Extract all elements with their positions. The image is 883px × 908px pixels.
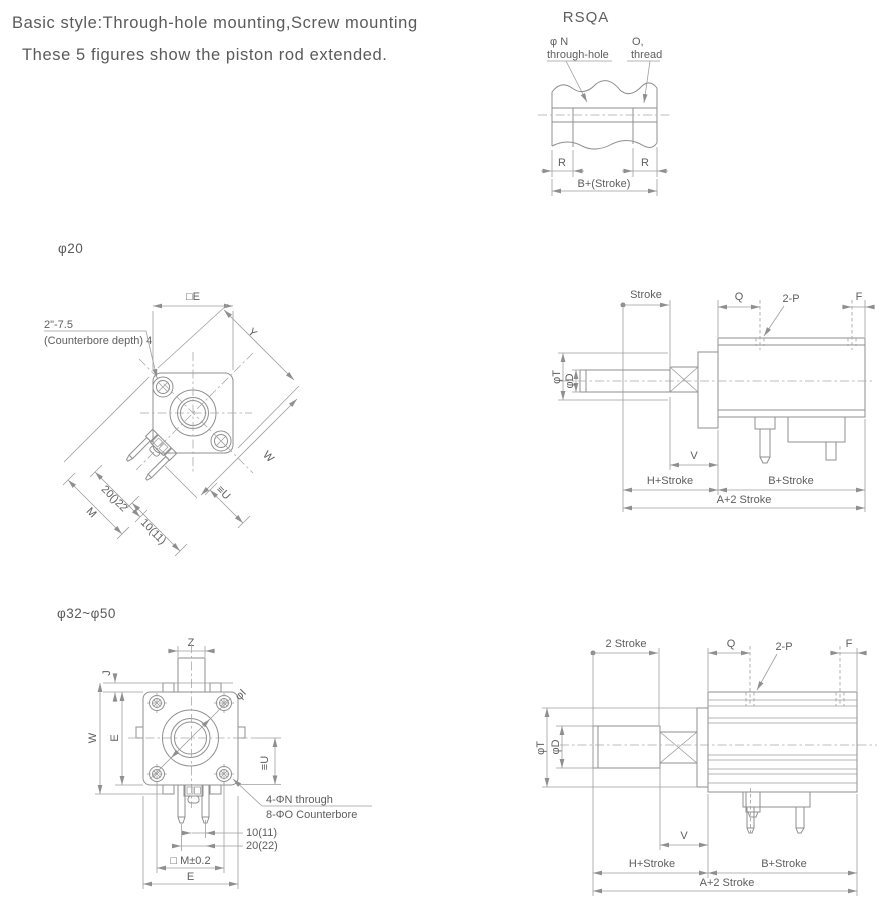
dimension-b-stroke [552,178,657,196]
dim-label-10-11: 10(11) [246,827,277,839]
dimension-10-11 [182,820,277,839]
dimension-r-right [622,147,668,177]
dim-label-u: ≡U [213,483,233,503]
header-line-1: Basic style:Through-hole mounting,Screw mounting [12,14,418,32]
bottom-ports [743,788,810,834]
section-label-phi20: φ20 [58,241,84,256]
bottom-ports [755,417,845,463]
dim-label-r-right: R [641,157,649,169]
through-hole-label: through-hole [547,49,609,61]
dim-label-w: W [260,448,277,465]
dim-label-b-stroke: B+(Stroke) [577,178,631,190]
thread-label: O, [632,36,644,48]
header-line-2: These 5 figures show the piston rod extended. [22,46,388,64]
dimension-u [240,738,281,785]
dim-label-u: ≡U [259,755,271,771]
dimension-q [708,638,750,706]
dim-label-phi-d: φD [550,739,562,755]
centerlines [136,352,253,474]
dim-label-20-22: 20(22) [246,840,278,852]
thread-label: thread [631,49,663,61]
dim-label-2p: 2-P [782,293,800,305]
dimension-h-stroke [623,308,718,495]
dim-label-f: F [845,638,853,650]
dim-label-b-stroke: B+Stroke [768,475,814,487]
counterbore-hole [214,693,234,713]
figure-title: RSQA [562,9,610,26]
dimension-stroke [621,289,671,366]
dim-label-phi-t: φT [551,370,563,384]
dimension-r-left [541,150,584,177]
figure-phi32-50-side-view [520,638,880,906]
note-n-through: 4-ΦN through [266,794,333,806]
through-hole-label: φ N [550,36,569,48]
dim-label-stroke: Stroke [630,289,662,301]
dim-label-a-stroke: A+2 Stroke [716,494,772,506]
dim-label-e-left: E [109,734,121,742]
dim-label-phi-t: φT [535,741,547,755]
dim-label-square-e: □E [186,291,200,303]
section-label-phi32-50: φ32~φ50 [57,606,116,621]
dim-label-e-bottom: E [186,871,195,883]
cylinder-body [560,338,875,428]
counterbore-note-line1: 2"-7.5 [44,319,73,331]
note-o-counterbore: 8-ΦO Counterbore [266,809,358,821]
dim-label-v: V [680,830,688,842]
dim-label-w: W [87,732,99,744]
dimension-y [158,304,299,448]
figure-rsqa-section [520,4,690,204]
cylinder-body [560,692,877,792]
dim-label-stroke: 2 Stroke [605,638,647,650]
dimension-m [63,377,149,539]
dimension-w [165,399,297,498]
dimension-j [101,670,233,702]
port-callout-2p [757,641,793,690]
dim-label-a-stroke: A+2 Stroke [699,877,755,889]
counterbore-note [44,319,157,378]
counterbore-hole [147,693,167,713]
dimension-a-stroke [593,877,857,896]
dim-label-r-left: R [558,157,566,169]
dim-label-y: Y [245,326,259,340]
figure-phi20-side-view [550,285,880,517]
dimension-10-11 [127,496,187,556]
dimension-v [670,397,718,470]
dimension-q [718,291,760,350]
dim-label-q: Q [734,291,744,303]
counterbore-hole [214,764,234,784]
counterbore-hole [147,764,167,784]
dim-label-j: J [101,670,113,676]
body-outline [538,81,672,149]
bottom-ports [178,785,209,823]
figure-phi32-50-front-view [85,635,385,897]
dim-label-phi-d: φD [564,373,576,389]
figure-phi20-front-view [30,283,315,555]
dimension-phi-i [150,687,249,779]
dim-label-m: M [83,505,99,521]
dimension-u [205,483,250,528]
dimension-b-stroke [718,419,865,495]
dim-label-v: V [690,450,698,462]
dim-label-10-11: 10(11) [137,516,169,548]
dimension-f [842,291,875,350]
counterbore-hole-top-left [153,377,173,397]
mounting-holes-note [233,779,372,821]
dimension-f [830,638,867,706]
counterbore-note-line2: (Counterbore depth) 4 [44,335,153,347]
leader-lines [547,61,660,103]
dim-label-h-stroke: H+Stroke [646,475,694,487]
dimension-phi-d [550,726,593,768]
dimension-20-22 [90,465,147,522]
dimension-stroke [591,638,660,725]
dimension-a-stroke [623,494,865,512]
dim-label-q: Q [726,638,736,650]
dim-label-20-22: 20()22 [98,483,130,515]
dim-label-2p: 2-P [775,641,793,653]
dim-label-f: F [855,291,863,303]
dimension-v [660,766,708,850]
dim-label-z: Z [187,637,195,649]
dim-label-h-stroke: H+Stroke [628,858,676,870]
dim-label-m: □ M±0.2 [170,855,211,867]
dim-label-b-stroke: B+Stroke [761,858,807,870]
dim-label-phi-i: φI [233,687,249,703]
port-callout-2p [764,293,800,336]
